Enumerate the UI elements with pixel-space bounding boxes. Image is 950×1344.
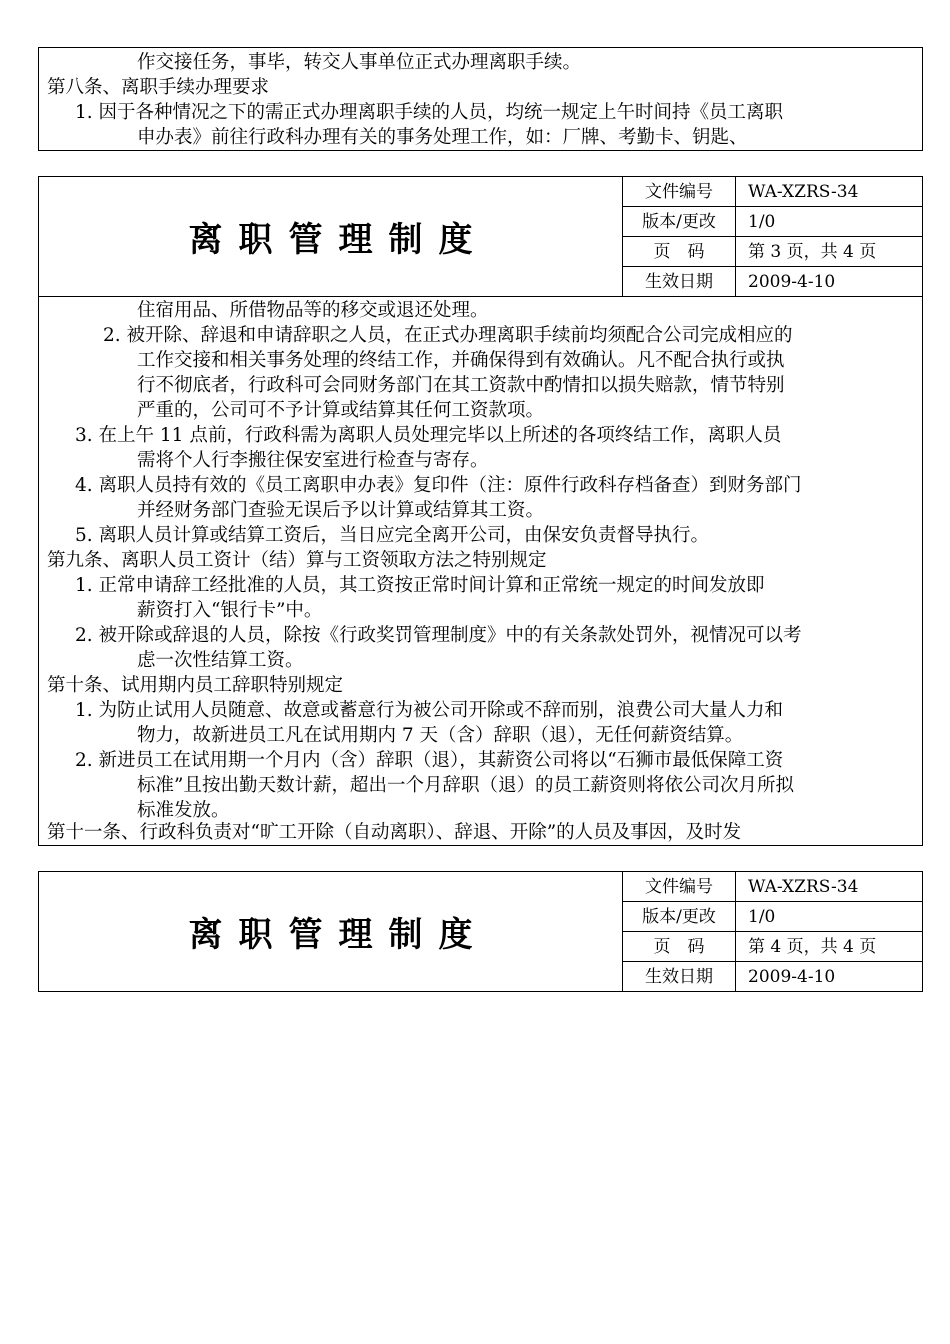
value-effective-date: 2009-4-10 [748,967,836,987]
label-doc-no: 文件编号 [623,177,736,207]
body-text-box [38,296,923,846]
text-line: 工作交接和相关事务处理的终结工作，并确保得到有效确认。凡不配合执行或执 [137,350,785,371]
label-doc-no: 文件编号 [623,872,736,902]
document-title: 离职管理制度 [188,220,489,260]
text-line: 严重的，公司可不予计算或结算其任何工资款项。 [137,400,545,421]
text-line: 行不彻底者，行政科可会同财务部门在其工资款中酌情扣以损失赔款，情节特别 [137,375,785,396]
text-line: 4. 离职人员持有效的《员工离职申办表》复印件（注：原件行政科存档备查）到财务部门 [75,475,802,496]
top-text-box [38,47,923,151]
text-line: 申办表》前往行政科办理有关的事务处理工作，如：厂牌、考勤卡、钥匙、 [137,127,748,148]
value-page: 第 4 页，共 4 页 [748,937,877,957]
text-line: 物力，故新进员工凡在试用期内 7 天（含）辞职（退），无任何薪资结算。 [137,725,744,746]
label-page: 页 码 [623,237,736,267]
text-line: 薪资打入“银行卡”中。 [137,600,323,621]
title-cell [39,872,623,991]
label-version: 版本/更改 [623,207,736,237]
text-line: 1. 正常申请辞工经批准的人员，其工资按正常时间计算和正常统一规定的时间发放即 [75,575,765,596]
article-heading: 第十一条、行政科负责对“旷工开除（自动离职）、辞退、开除”的人员及事因，及时发 [47,822,742,843]
text-line: 1. 为防止试用人员随意、故意或蓄意行为被公司开除或不辞而别，浪费公司大量人力和 [75,700,784,721]
article-heading: 第八条、离职手续办理要求 [47,77,270,98]
text-line: 2. 被开除或辞退的人员，除按《行政奖罚管理制度》中的有关条款处罚外，视情况可以考 [75,625,802,646]
label-version: 版本/更改 [623,902,736,932]
article-heading: 第十条、试用期内员工辞职特别规定 [47,675,344,696]
value-version: 1/0 [748,212,776,232]
title-cell [39,177,623,296]
value-version: 1/0 [748,907,776,927]
text-line: 1. 因于各种情况之下的需正式办理离职手续的人员，均统一规定上午时间持《员工离职 [75,102,784,123]
text-line: 虑一次性结算工资。 [137,650,304,671]
document-header-page-4 [38,871,923,992]
text-line: 标准”且按出勤天数计薪，超出一个月辞职（退）的员工薪资则将依公司次月所拟 [137,775,794,796]
text-line: 2. 新进员工在试用期一个月内（含）辞职（退），其薪资公司将以“石狮市最低保障工资 [75,750,784,771]
text-line: 并经财务部门查验无误后予以计算或结算其工资。 [137,500,545,521]
value-doc-no: WA-XZRS-34 [748,877,859,897]
value-effective-date: 2009-4-10 [748,272,836,292]
value-page: 第 3 页，共 4 页 [748,242,877,262]
document-title: 离职管理制度 [188,915,489,955]
text-line: 2. 被开除、辞退和申请辞职之人员，在正式办理离职手续前均须配合公司完成相应的 [103,325,793,346]
label-effective-date: 生效日期 [623,267,736,297]
text-line: 3. 在上午 11 点前，行政科需为离职人员处理完毕以上所述的各项终结工作，离职人员 [75,425,782,446]
text-line: 住宿用品、所借物品等的移交或退还处理。 [137,300,489,321]
document-header-page-3 [38,176,923,297]
label-effective-date: 生效日期 [623,962,736,992]
value-doc-no: WA-XZRS-34 [748,182,859,202]
article-heading: 第九条、离职人员工资计（结）算与工资领取方法之特别规定 [47,550,547,571]
text-line: 作交接任务，事毕，转交人事单位正式办理离职手续。 [137,52,582,73]
label-page: 页 码 [623,932,736,962]
text-line: 5. 离职人员计算或结算工资后，当日应完全离开公司，由保安负责督导执行。 [75,525,710,546]
text-line: 需将个人行李搬往保安室进行检查与寄存。 [137,450,489,471]
text-line: 标准发放。 [137,800,230,821]
